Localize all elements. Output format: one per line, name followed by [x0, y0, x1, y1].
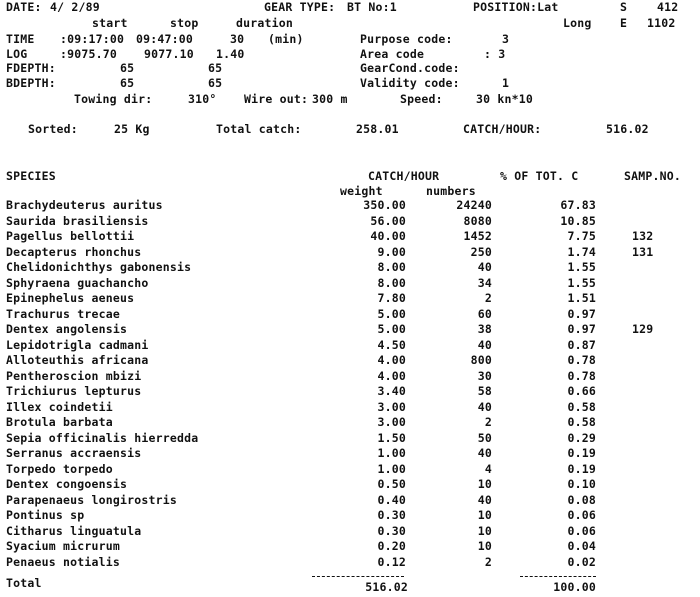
species-name: Saurida brasiliensis — [6, 213, 149, 228]
bdepth-start: 65 — [120, 76, 135, 90]
pct-value: 1.74 — [567, 244, 596, 259]
species-name: Brotula barbata — [6, 415, 113, 429]
weight-value: 0.30 — [377, 508, 406, 522]
validity-value: 1 — [502, 76, 510, 90]
species-name: Citharus linguatula — [6, 523, 142, 538]
numbers-value: 10 — [477, 477, 492, 491]
pct-value: 7.75 — [567, 229, 596, 243]
gear-type-label: GEAR TYPE: — [264, 0, 336, 14]
long-hemisphere: E — [620, 16, 628, 30]
numbers-value: 8080 — [463, 213, 492, 228]
pct-value: 0.29 — [567, 430, 596, 445]
fdepth-start: 65 — [120, 61, 135, 75]
numbers-value: 58 — [477, 384, 492, 398]
numbers-header: numbers — [426, 184, 476, 198]
numbers-value: 800 — [470, 353, 492, 367]
species-name: Decapterus rhonchus — [6, 244, 142, 259]
samp-value: 129 — [632, 322, 654, 336]
col-stop-label: stop — [170, 16, 199, 30]
weight-value: 0.30 — [377, 523, 406, 538]
pct-value: 0.58 — [567, 399, 596, 414]
time-start: :09:17:00 — [60, 32, 125, 46]
weight-value: 9.00 — [377, 244, 406, 259]
weight-value: 5.00 — [377, 322, 406, 336]
weight-value: 1.00 — [377, 461, 406, 476]
numbers-value: 40 — [477, 399, 492, 414]
pct-value: 0.06 — [567, 508, 596, 522]
weight-value: 56.00 — [370, 213, 406, 228]
species-name: Dentex congoensis — [6, 477, 128, 491]
numbers-value: 2 — [484, 554, 492, 569]
col-duration-label: duration — [236, 16, 293, 30]
numbers-value: 250 — [470, 244, 492, 259]
numbers-value: 10 — [477, 523, 492, 538]
species-name: Sepia officinalis hierredda — [6, 430, 199, 445]
samp-value: 131 — [632, 244, 654, 259]
pct-value: 0.66 — [567, 384, 596, 398]
time-unit: (min) — [268, 32, 304, 46]
purpose-label: Purpose code: — [360, 32, 453, 46]
area-value: : 3 — [484, 47, 506, 61]
time-label: TIME — [6, 32, 35, 46]
pct-value: 0.19 — [567, 461, 596, 476]
numbers-value: 40 — [477, 337, 492, 352]
weight-value: 1.50 — [377, 430, 406, 445]
sorted-label: Sorted: — [28, 122, 78, 136]
catch-hour-label: CATCH/HOUR: — [463, 122, 542, 136]
area-label: Area code — [360, 47, 425, 61]
species-name: Chelidonichthys gabonensis — [6, 260, 192, 274]
pct-value: 0.78 — [567, 368, 596, 383]
col-start-label: start — [92, 16, 128, 30]
species-name: Lepidotrigla cadmani — [6, 337, 149, 352]
numbers-value: 24240 — [456, 198, 492, 212]
numbers-value: 2 — [484, 291, 492, 305]
pct-value: 0.06 — [567, 523, 596, 538]
total-weight: 516.02 — [365, 580, 408, 594]
wire-label: Wire out: — [244, 92, 309, 106]
species-name: Trachurus trecae — [6, 306, 120, 321]
numbers-value: 50 — [477, 430, 492, 445]
weight-value: 40.00 — [370, 229, 406, 243]
species-name: Penaeus notialis — [6, 554, 120, 569]
species-header: SPECIES — [6, 169, 56, 183]
weight-value: 1.00 — [377, 446, 406, 460]
samp-header: SAMP.NO. — [624, 169, 681, 183]
weight-value: 0.50 — [377, 477, 406, 491]
weight-value: 4.50 — [377, 337, 406, 352]
pct-value: 67.83 — [560, 198, 596, 212]
species-name: Epinephelus aeneus — [6, 291, 135, 305]
weight-value: 8.00 — [377, 275, 406, 290]
speed-label: Speed: — [400, 92, 443, 106]
pct-value: 0.97 — [567, 306, 596, 321]
species-name: Pontinus sp — [6, 508, 85, 522]
weight-value: 0.12 — [377, 554, 406, 569]
pct-value: 1.55 — [567, 275, 596, 290]
species-name: Trichiurus lepturus — [6, 384, 142, 398]
time-stop: 09:47:00 — [136, 32, 193, 46]
numbers-value: 10 — [477, 508, 492, 522]
pct-total-rule — [520, 576, 596, 577]
species-name: Dentex angolensis — [6, 322, 128, 336]
pct-value: 0.58 — [567, 415, 596, 429]
total-label: Total — [6, 576, 42, 590]
pct-value: 0.19 — [567, 446, 596, 460]
long-label: Long — [563, 16, 592, 30]
weight-value: 8.00 — [377, 260, 406, 274]
lat-value: 412 — [657, 0, 679, 14]
species-name: Pagellus bellottii — [6, 229, 135, 243]
numbers-value: 40 — [477, 492, 492, 507]
weight-value: 5.00 — [377, 306, 406, 321]
numbers-value: 1452 — [463, 229, 492, 243]
numbers-value: 38 — [477, 322, 492, 336]
pct-value: 1.51 — [567, 291, 596, 305]
weight-value: 0.40 — [377, 492, 406, 507]
catch-hour-value: 516.02 — [606, 122, 649, 136]
species-name: Serranus accraensis — [6, 446, 142, 460]
samp-value: 132 — [632, 229, 654, 243]
pct-value: 0.87 — [567, 337, 596, 352]
pct-value: 0.04 — [567, 539, 596, 553]
species-name: Syacium micrurum — [6, 539, 120, 553]
log-duration: 1.40 — [216, 47, 245, 61]
long-value: 1102 — [647, 16, 676, 30]
numbers-value: 4 — [484, 461, 492, 476]
date-label: DATE: — [6, 0, 42, 14]
log-label: LOG — [6, 47, 28, 61]
bdepth-label: BDEPTH: — [6, 76, 56, 90]
numbers-value: 34 — [477, 275, 492, 290]
speed-value: 30 kn*10 — [476, 92, 533, 106]
species-name: Illex coindetii — [6, 399, 113, 414]
pct-value: 10.85 — [560, 213, 596, 228]
log-start: :9075.70 — [60, 47, 117, 61]
pct-header: % OF TOT. C — [500, 169, 579, 183]
weight-value: 3.40 — [377, 384, 406, 398]
date-value: 4/ 2/89 — [50, 0, 100, 14]
wire-value: 300 m — [312, 92, 348, 106]
pct-value: 0.78 — [567, 353, 596, 367]
pct-value: 0.08 — [567, 492, 596, 507]
species-name: Torpedo torpedo — [6, 461, 113, 476]
weight-total-rule — [312, 576, 404, 577]
species-name: Alloteuthis africana — [6, 353, 149, 367]
total-catch-value: 258.01 — [356, 122, 399, 136]
towing-value: 310° — [188, 92, 217, 106]
pct-value: 0.10 — [567, 477, 596, 491]
pct-value: 0.02 — [567, 554, 596, 569]
gearcond-label: GearCond.code: — [360, 61, 460, 75]
total-pct: 100.00 — [553, 580, 596, 594]
position-label: POSITION:Lat — [473, 0, 559, 14]
weight-value: 3.00 — [377, 415, 406, 429]
weight-value: 4.00 — [377, 368, 406, 383]
weight-value: 7.80 — [377, 291, 406, 305]
numbers-value: 2 — [484, 415, 492, 429]
numbers-value: 40 — [477, 260, 492, 274]
weight-value: 3.00 — [377, 399, 406, 414]
weight-value: 0.20 — [377, 539, 406, 553]
total-catch-label: Total catch: — [216, 122, 302, 136]
species-name: Sphyraena guachancho — [6, 275, 149, 290]
weight-header: weight — [340, 184, 383, 198]
pct-value: 0.97 — [567, 322, 596, 336]
pct-value: 1.55 — [567, 260, 596, 274]
numbers-value: 10 — [477, 539, 492, 553]
species-name: Brachydeuterus auritus — [6, 198, 163, 212]
lat-hemisphere: S — [620, 0, 628, 14]
towing-label: Towing dir: — [74, 92, 153, 106]
numbers-value: 30 — [477, 368, 492, 383]
weight-value: 350.00 — [363, 198, 406, 212]
sorted-value: 25 Kg — [114, 122, 150, 136]
fdepth-stop: 65 — [208, 61, 223, 75]
numbers-value: 40 — [477, 446, 492, 460]
purpose-value: 3 — [502, 32, 510, 46]
species-name: Pentheroscion mbizi — [6, 368, 142, 383]
validity-label: Validity code: — [360, 76, 460, 90]
log-stop: 9077.10 — [144, 47, 194, 61]
time-duration: 30 — [230, 32, 245, 46]
bdepth-stop: 65 — [208, 76, 223, 90]
numbers-value: 60 — [477, 306, 492, 321]
gear-type-value: BT No:1 — [347, 0, 397, 14]
weight-value: 4.00 — [377, 353, 406, 367]
fdepth-label: FDEPTH: — [6, 61, 56, 75]
species-name: Parapenaeus longirostris — [6, 492, 177, 507]
catch-hour-header: CATCH/HOUR — [368, 169, 440, 183]
